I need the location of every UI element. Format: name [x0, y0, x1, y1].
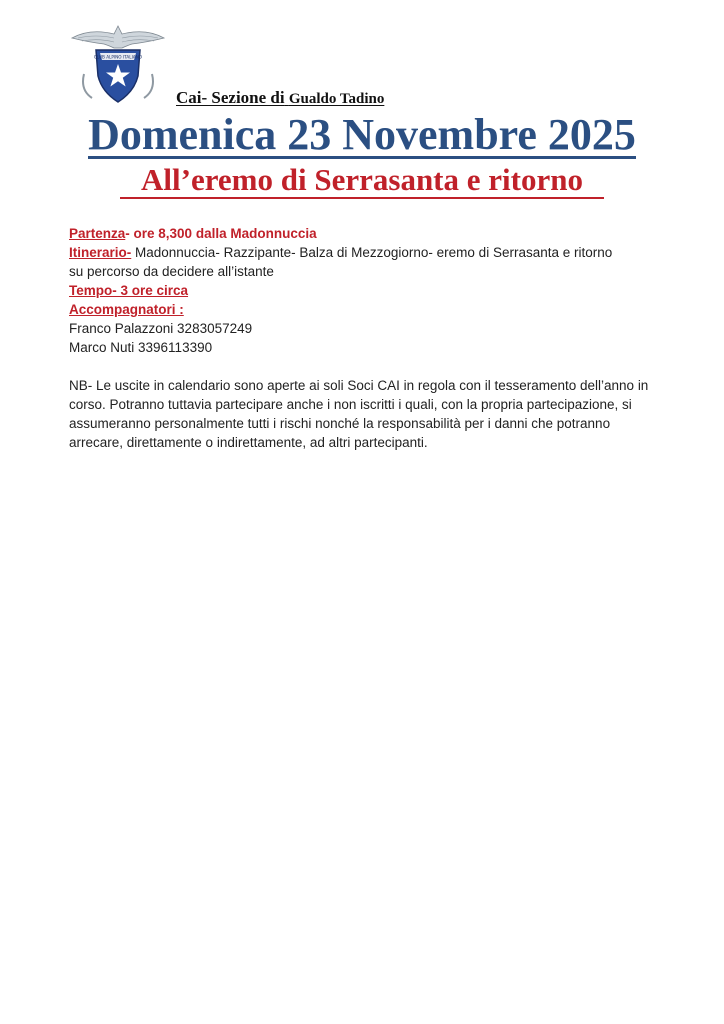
page-title: Domenica 23 Novembre 2025: [88, 110, 636, 159]
guide-2: Marco Nuti 3396113390: [69, 340, 213, 355]
accompagnatori-label: Accompagnatori :: [69, 302, 184, 317]
section-prefix: Cai- Sezione di: [176, 88, 285, 107]
section-name: Gualdo Tadino: [288, 91, 385, 107]
itinerario-line: [69, 243, 669, 262]
guide-1: Franco Palazzoni 3283057249: [69, 321, 253, 336]
itinerario-label: Itinerario-: [69, 245, 132, 260]
membership-note: NB- Le uscite in calendario sono aperte ai soli Soci CAI in regola con il tesseramento dell’anno in corso. Potranno tuttavia partecipare anche i non iscritti i quali, con la propria partecipazione, si assumeranno personalmente tutti i rischi nonché la responsabilità per i danni che potranno arrecare, direttamente o indirettamente, ad altri partecipanti.: [69, 378, 649, 450]
partenza-value: - ore 8,300 dalla Madonnuccia: [125, 226, 317, 241]
subtitle-underline: [120, 197, 604, 199]
eagle-wings-shape: [72, 26, 164, 48]
logo-text: CLUB ALPINO ITALIANO: [93, 54, 143, 60]
partenza-line: [69, 224, 669, 243]
page-subtitle: All’eremo di Serrasanta e ritorno: [141, 162, 583, 197]
itinerario-note: su percorso da decidere all’istante: [69, 264, 274, 279]
tempo-line: Tempo- 3 ore circa: [69, 283, 189, 298]
itinerario-value: Madonnuccia- Razzipante- Balza di Mezzogiorno- eremo di Serrasanta e ritorno: [131, 245, 613, 260]
title-underline: [88, 156, 636, 159]
section-heading: [176, 88, 384, 108]
cai-logo: [70, 22, 166, 106]
partenza-label: Partenza: [69, 226, 126, 241]
event-details: [69, 224, 669, 452]
